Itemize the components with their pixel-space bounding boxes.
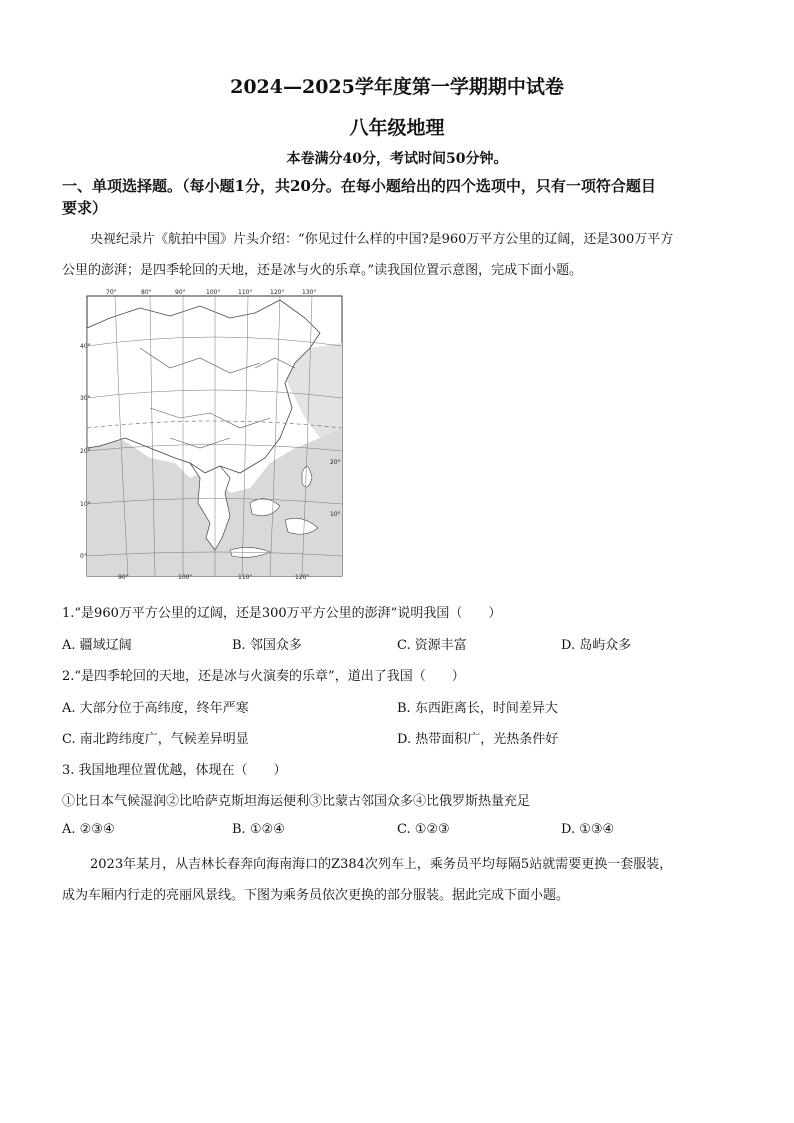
section-heading-line2: 要求） — [62, 199, 108, 217]
exam-title: 2024—2025学年度第一学期期中试卷 — [230, 76, 564, 98]
lat-label-left-2: 30° — [80, 395, 91, 402]
lon-label-top-7: 130° — [302, 289, 317, 296]
q3-option-c: C. ①②③ — [397, 822, 450, 837]
q2-option-a: A. 大部分位于高纬度，终年严寒 — [62, 701, 249, 716]
q2-stem: 2.“是四季轮回的天地，还是冰与火演奏的乐章”，道出了我国（ ） — [62, 669, 465, 684]
q2-option-c: C. 南北跨纬度广，气候差异明显 — [62, 732, 249, 747]
q1-option-a: A. 疆域辽阔 — [62, 638, 132, 653]
q1-stem: 1.“是960万平方公里的辽阔，还是300万平方公里的澎湃”说明我国（ ） — [62, 606, 502, 621]
q3-option-b: B. ①②④ — [232, 822, 285, 837]
q1-option-b: B. 邻国众多 — [232, 638, 302, 653]
passage2-line2: 成为车厢内行走的亮丽风景线。下图为乘务员依次更换的部分服装。据此完成下面小题。 — [62, 888, 570, 903]
q1-option-c: C. 资源丰富 — [397, 638, 467, 653]
china-location-map — [80, 288, 348, 580]
lon-label-top-2: 80° — [141, 289, 152, 296]
passage2-line1: 2023年某月，从吉林长春奔向海南海口的Z384次列车上，乘务员平均每隔5站就需要更换一套服装， — [90, 857, 673, 872]
lat-label-left-1: 40° — [80, 343, 91, 350]
lat-label-left-3: 20° — [80, 448, 91, 455]
lon-label-top-4: 100° — [206, 289, 221, 296]
lon-label-top-5: 110° — [238, 289, 253, 296]
section-heading-line1: 一、单项选择题。（每小题1分，共20分。在每小题给出的四个选项中，只有一项符合题目 — [62, 177, 656, 195]
passage1-line1: 央视纪录片《航拍中国》片头介绍：“你见过什么样的中国?是960万平方公里的辽阔，还是300万平方 — [90, 232, 674, 247]
lon-label-bottom-4: 120° — [295, 574, 310, 580]
q3-stem: 3. 我国地理位置优越，体现在（ ） — [62, 763, 287, 778]
q2-option-b: B. 东西距离长，时间差异大 — [397, 701, 558, 716]
lon-label-bottom-1: 90° — [118, 574, 129, 580]
lat-label-right-1: 20° — [330, 459, 341, 466]
lon-label-bottom-2: 100° — [178, 574, 193, 580]
q1-option-d: D. 岛屿众多 — [561, 638, 632, 653]
map-svg — [80, 288, 348, 580]
passage1-line2: 公里的澎湃；是四季轮回的天地，还是冰与火的乐章。”读我国位置示意图，完成下面小题。 — [62, 263, 583, 278]
lon-label-bottom-3: 110° — [238, 574, 253, 580]
lat-label-left-5: 0° — [80, 553, 87, 560]
lat-label-right-2: 10° — [330, 511, 341, 518]
q2-option-d: D. 热带面积广，光热条件好 — [397, 732, 559, 747]
lat-label-left-4: 10° — [80, 501, 91, 508]
q3-sub-statements: ①比日本气候湿润②比哈萨克斯坦海运便利③比蒙古邻国众多④比俄罗斯热量充足 — [62, 794, 531, 809]
q3-option-a: A. ②③④ — [62, 822, 115, 837]
lon-label-top-1: 70° — [106, 289, 117, 296]
lon-label-top-6: 120° — [270, 289, 285, 296]
q3-option-d: D. ①③④ — [561, 822, 615, 837]
exam-note: 本卷满分40分，考试时间50分钟。 — [286, 151, 508, 167]
exam-subtitle: 八年级地理 — [349, 117, 445, 139]
lon-label-top-3: 90° — [175, 289, 186, 296]
